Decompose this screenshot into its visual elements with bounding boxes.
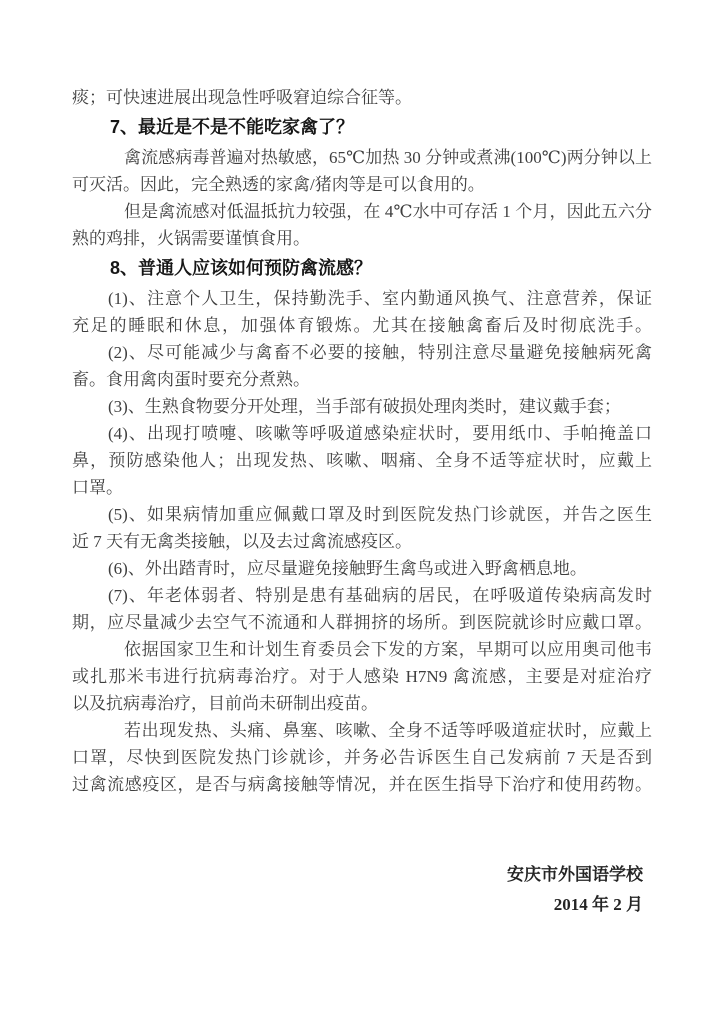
document-footer	[507, 860, 643, 920]
document-body	[72, 84, 652, 798]
text-line: 口罩，尽快到医院发热门诊就诊，并务必告诉医生自己发病前 7 天是否到	[72, 748, 652, 767]
text-line: 若出现发热、头痛、鼻塞、咳嗽、全身不适等呼吸道症状时，应戴上	[124, 721, 652, 740]
text-line: 但是禽流感对低温抵抗力较强，在 4℃水中可存活 1 个月，因此五六分	[124, 202, 652, 221]
text-line: 充足的睡眠和休息，加强体育锻炼。尤其在接触禽畜后及时彻底洗手。	[72, 316, 652, 335]
text-line: (1)、注意个人卫生，保持勤洗手、室内勤通风换气、注意营养，保证	[108, 289, 652, 308]
text-line: 可灭活。因此，完全熟透的家禽/猪肉等是可以食用的。	[72, 175, 485, 194]
footer-school-line: 安庆市外国语学校	[507, 865, 643, 884]
text-line: (2)、尽可能减少与禽畜不必要的接触，特别注意尽量避免接触病死禽	[108, 343, 652, 362]
section-heading: 8、普通人应该如何预防禽流感？	[110, 258, 373, 278]
text-line: (4)、出现打喷嚏、咳嗽等呼吸道感染症状时，要用纸巾、手帕掩盖口	[108, 424, 652, 443]
footer-date-line: 2014 年 2 月	[553, 895, 643, 914]
text-line: 禽流感病毒普遍对热敏感，65℃加热 30 分钟或煮沸(100℃)两分钟以上	[124, 148, 652, 167]
text-line: (3)、生熟食物要分开处理，当手部有破损处理肉类时，建议戴手套；	[108, 397, 621, 416]
text-line: 口罩。	[72, 478, 123, 497]
text-line: 期，应尽量减少去空气不流通和人群拥挤的场所。到医院就诊时应戴口罩。	[72, 613, 652, 632]
text-line: (7)、年老体弱者、特别是患有基础病的居民，在呼吸道传染病高发时	[108, 586, 652, 605]
text-line: 或扎那米韦进行抗病毒治疗。对于人感染 H7N9 禽流感，主要是对症治疗	[72, 667, 652, 686]
text-line: (6)、外出踏青时，应尽量避免接触野生禽鸟或进入野禽栖息地。	[108, 559, 587, 578]
text-line: 畜。食用禽肉蛋时要充分煮熟。	[72, 370, 310, 389]
section-heading: 7、最近是不是不能吃家禽了？	[110, 117, 355, 137]
text-line: (5)、如果病情加重应佩戴口罩及时到医院发热门诊就医，并告之医生	[108, 505, 652, 524]
text-line: 过禽流感疫区，是否与病禽接触等情况，并在医生指导下治疗和使用药物。	[72, 775, 652, 794]
text-line: 熟的鸡排，火锅需要谨慎食用。	[72, 229, 310, 248]
text-line: 以及抗病毒治疗，目前尚未研制出疫苗。	[72, 694, 378, 713]
text-line: 鼻，预防感染他人；出现发热、咳嗽、咽痛、全身不适等症状时，应戴上	[72, 451, 652, 470]
text-line: 依据国家卫生和计划生育委员会下发的方案，早期可以应用奥司他韦	[124, 640, 652, 659]
text-line: 痰；可快速进展出现急性呼吸窘迫综合征等。	[72, 88, 412, 107]
text-line: 近 7 天有无禽类接触，以及去过禽流感疫区。	[72, 532, 412, 551]
